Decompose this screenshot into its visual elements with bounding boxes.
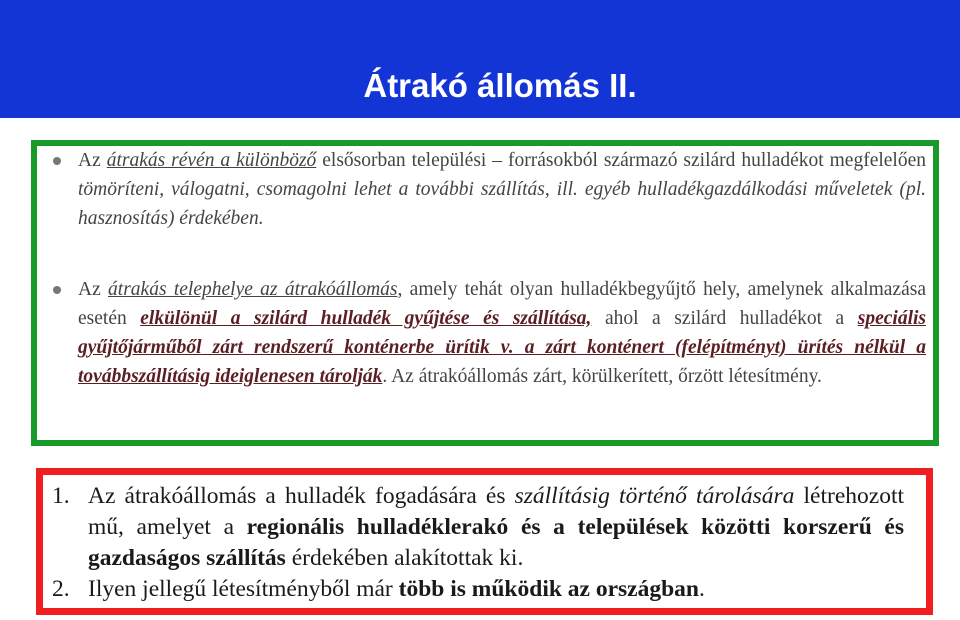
b1-text-4: tömöríteni, válogatni, csomagolni lehet a további szállítás, ill. egyéb hulladékgazdálkodási műveletek (pl. hasznosítás) érdekében. <box>78 179 926 229</box>
b2-text-6: speciális gyűjtőjárműből zárt rendszerű konténerbe ürítik v. a zárt konténert (felépítményt) ürítés nélkül a továbbszállításig ideiglenesen tárolják <box>78 308 926 387</box>
b2-text-3: , amely tehát olyan hulladékbegyűjtő hely, amelynek alkalmazása esetén <box>78 279 926 329</box>
b1-text-2: átrakás révén a különböző <box>106 150 317 171</box>
b2-text-5: ahol a szilárd hulladékot a <box>591 308 858 329</box>
item-number: 2. <box>52 576 70 602</box>
n1-text-1: Az átrakóállomás a hulladék fogadására és <box>88 483 515 509</box>
numbered-item-1 <box>52 481 904 574</box>
n1-text-4: regionális hulladéklerakó és a települések közötti korszerű és gazdaságos szállítás <box>88 514 904 571</box>
bullet-paragraph-1 <box>78 146 926 233</box>
n1-text-5: érdekében alakítottak ki. <box>285 545 524 571</box>
item-text <box>88 574 904 605</box>
n1-text-2: szállításig történő tárolására <box>514 483 795 509</box>
bullet-paragraph-2 <box>78 275 926 391</box>
b2-text-7: . Az átrakóállomás zárt, körülkerített, őrzött létesítmény. <box>382 366 822 387</box>
bullet-dot-icon <box>53 286 61 294</box>
numbered-item-2 <box>52 574 904 605</box>
slide-title: Átrakó állomás II. <box>363 67 637 104</box>
b1-text-1: Az <box>78 150 107 171</box>
n2-text-1: Ilyen jellegű létesítményből már <box>88 576 399 602</box>
b2-text-4: elkülönül a szilárd hulladék gyűjtése és szállítása, <box>140 308 592 329</box>
bullet-dot-icon <box>53 157 61 165</box>
n1-text-3: létrehozott mű, amelyet a <box>88 483 905 540</box>
b2-text-1: Az <box>78 279 109 300</box>
item-number: 1. <box>52 483 70 509</box>
b2-text-2: átrakás telephelye az átrakóállomás <box>108 279 398 300</box>
b1-text-3: elsősorban települési – forrásokból származó szilárd hulladékot megfelelően <box>316 150 926 171</box>
n2-text-2: több is működik az országban <box>398 576 699 602</box>
n2-text-3: . <box>699 576 705 602</box>
item-text <box>88 481 904 574</box>
